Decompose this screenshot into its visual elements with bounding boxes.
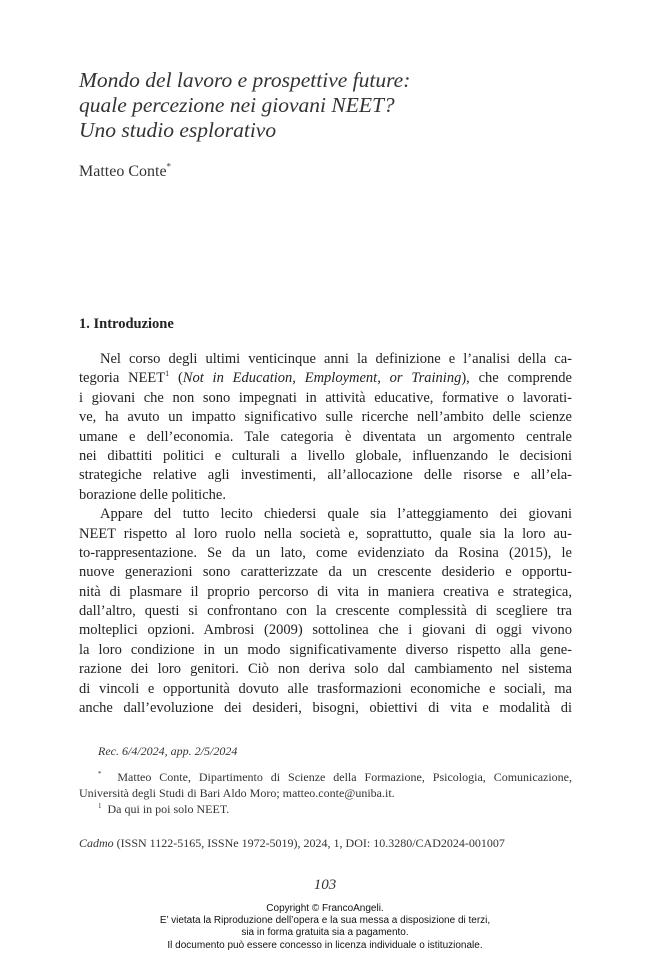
journal-citation — [79, 836, 505, 851]
body-text — [79, 350, 572, 718]
author-name — [79, 163, 171, 181]
paragraph-2-line-9: razione dei loro genitori. Ciò non deriva solo dal cambiamento nel sistema — [79, 661, 572, 678]
copyright-line-1: Copyright © FrancoAngeli. — [266, 903, 384, 914]
title-line-3: Uno studio esplorativo — [79, 118, 277, 142]
paragraph-2-line-7: molteplici opzioni. Ambrosi (2009) sottolinea che i giovani di oggi vivono — [79, 622, 572, 639]
received-accepted-dates: Rec. 6/4/2024, app. 2/5/2024 — [98, 744, 238, 758]
title-line-2: quale percezione nei giovani NEET? — [79, 93, 395, 117]
footnote-neet-text: Da qui in poi solo NEET. — [107, 802, 230, 816]
copyright-line-4: Il documento può essere concesso in licenza individuale o istituzionale. — [167, 939, 483, 951]
copyright-line-3: sia in forma gratuita sia a pagamento. — [241, 927, 409, 939]
page-number: 103 — [313, 877, 337, 893]
paragraph-2-line-4: nuove generazioni sono caratterizzate da un crescente desiderio e opportu- — [79, 564, 572, 581]
article-title — [79, 68, 579, 143]
paragraph-2-line-6: dall’altro, questi si confrontano con la crescente complessità di scegliere tra — [79, 603, 572, 620]
paragraph-2-line-5: nità di plasmare il proprio percorso di vita in maniera creativa e strategica, — [79, 583, 572, 600]
paragraph-1-line-2 — [79, 369, 572, 388]
paragraph-1-line-5: umane e dell’economia. Tale categoria è diventata un argomento centrale — [79, 428, 572, 445]
neet-term: tegoria NEET — [79, 370, 166, 387]
paragraph-1-line-4: ve, ha avuto un impatto significativo sulle ricerche nell’ambito delle scienze — [79, 409, 572, 426]
paragraph-2-line-11: anche dall’evoluzione dei desideri, bisogni, obiettivi di vita e modalità di — [79, 700, 572, 717]
title-line-1: Mondo del lavoro e prospettive future: — [79, 68, 411, 92]
section-heading: 1. Introduzione — [79, 316, 174, 332]
footnote-author-text: Matteo Conte, Dipartimento di Scienze della Formazione, Psicologia, Comunicazione, — [117, 770, 573, 784]
footnote-ref-1: 1 — [165, 369, 170, 379]
paragraph-2-line-8: la loro condizione in un modo significativamente diverso rispetto alla gene- — [79, 641, 572, 658]
paragraph-2-line-1: Appare del tutto lecito chiedersi quale sia l’atteggiamento dei giovani — [100, 506, 572, 523]
paragraph-1-line-8: borazione delle politiche. — [79, 486, 226, 503]
neet-expansion: Not in Education, Employment, or Training — [182, 370, 462, 387]
paragraph-2-line-3: to-rappresentazione. Se da un lato, come evidenziato da Rosina (2015), le — [79, 544, 572, 561]
footnote-author-line-2: Università degli Studi di Bari Aldo Moro; matteo.conte@uniba.it. — [79, 786, 395, 800]
paragraph-1-line-1: Nel corso degli ultimi venticinque anni la definizione e l’analisi della ca- — [100, 351, 572, 367]
paragraph-2-line-2: NEET rispetto al loro ruolo nella società e, soprattutto, quale sia la loro au- — [79, 525, 572, 542]
footnote-author-mark: * — [98, 770, 102, 778]
journal-name: Cadmo — [79, 836, 114, 850]
paragraph-1-line-7: strategiche relative agli investimenti, all’allocazione delle risorse e all’ela- — [79, 467, 572, 484]
footnote-author-line-1 — [79, 769, 572, 785]
copyright-line-2: E’ vietata la Riproduzione dell’opera e la sua messa a disposizione di terzi, — [159, 915, 491, 927]
author-footnote-mark: * — [166, 161, 172, 172]
footnotes — [79, 769, 572, 817]
paragraph-1-line-6: nei dibattiti politici e culturali a livello globale, influenzando le decisioni — [79, 447, 572, 464]
line-2-suffix: ), che comprende — [461, 370, 572, 387]
copyright-notice — [0, 903, 650, 952]
author-name-text: Matteo Conte — [79, 163, 167, 180]
paragraph-2-line-10: di vincoli e opportunità dovuto alle trasformazioni economiche e sociali, ma — [79, 680, 572, 697]
paragraph-1-line-3: i giovani che non sono impegnati in attività educative, formative o lavorati- — [79, 389, 572, 406]
citation-details: (ISSN 1122-5165, ISSNe 1972-5019), 2024, 1, DOI: 10.3280/CAD2024-001007 — [113, 836, 505, 850]
footnote-neet — [79, 801, 572, 817]
footnote-neet-mark: 1 — [98, 802, 102, 810]
paren-open: ( — [169, 370, 183, 387]
